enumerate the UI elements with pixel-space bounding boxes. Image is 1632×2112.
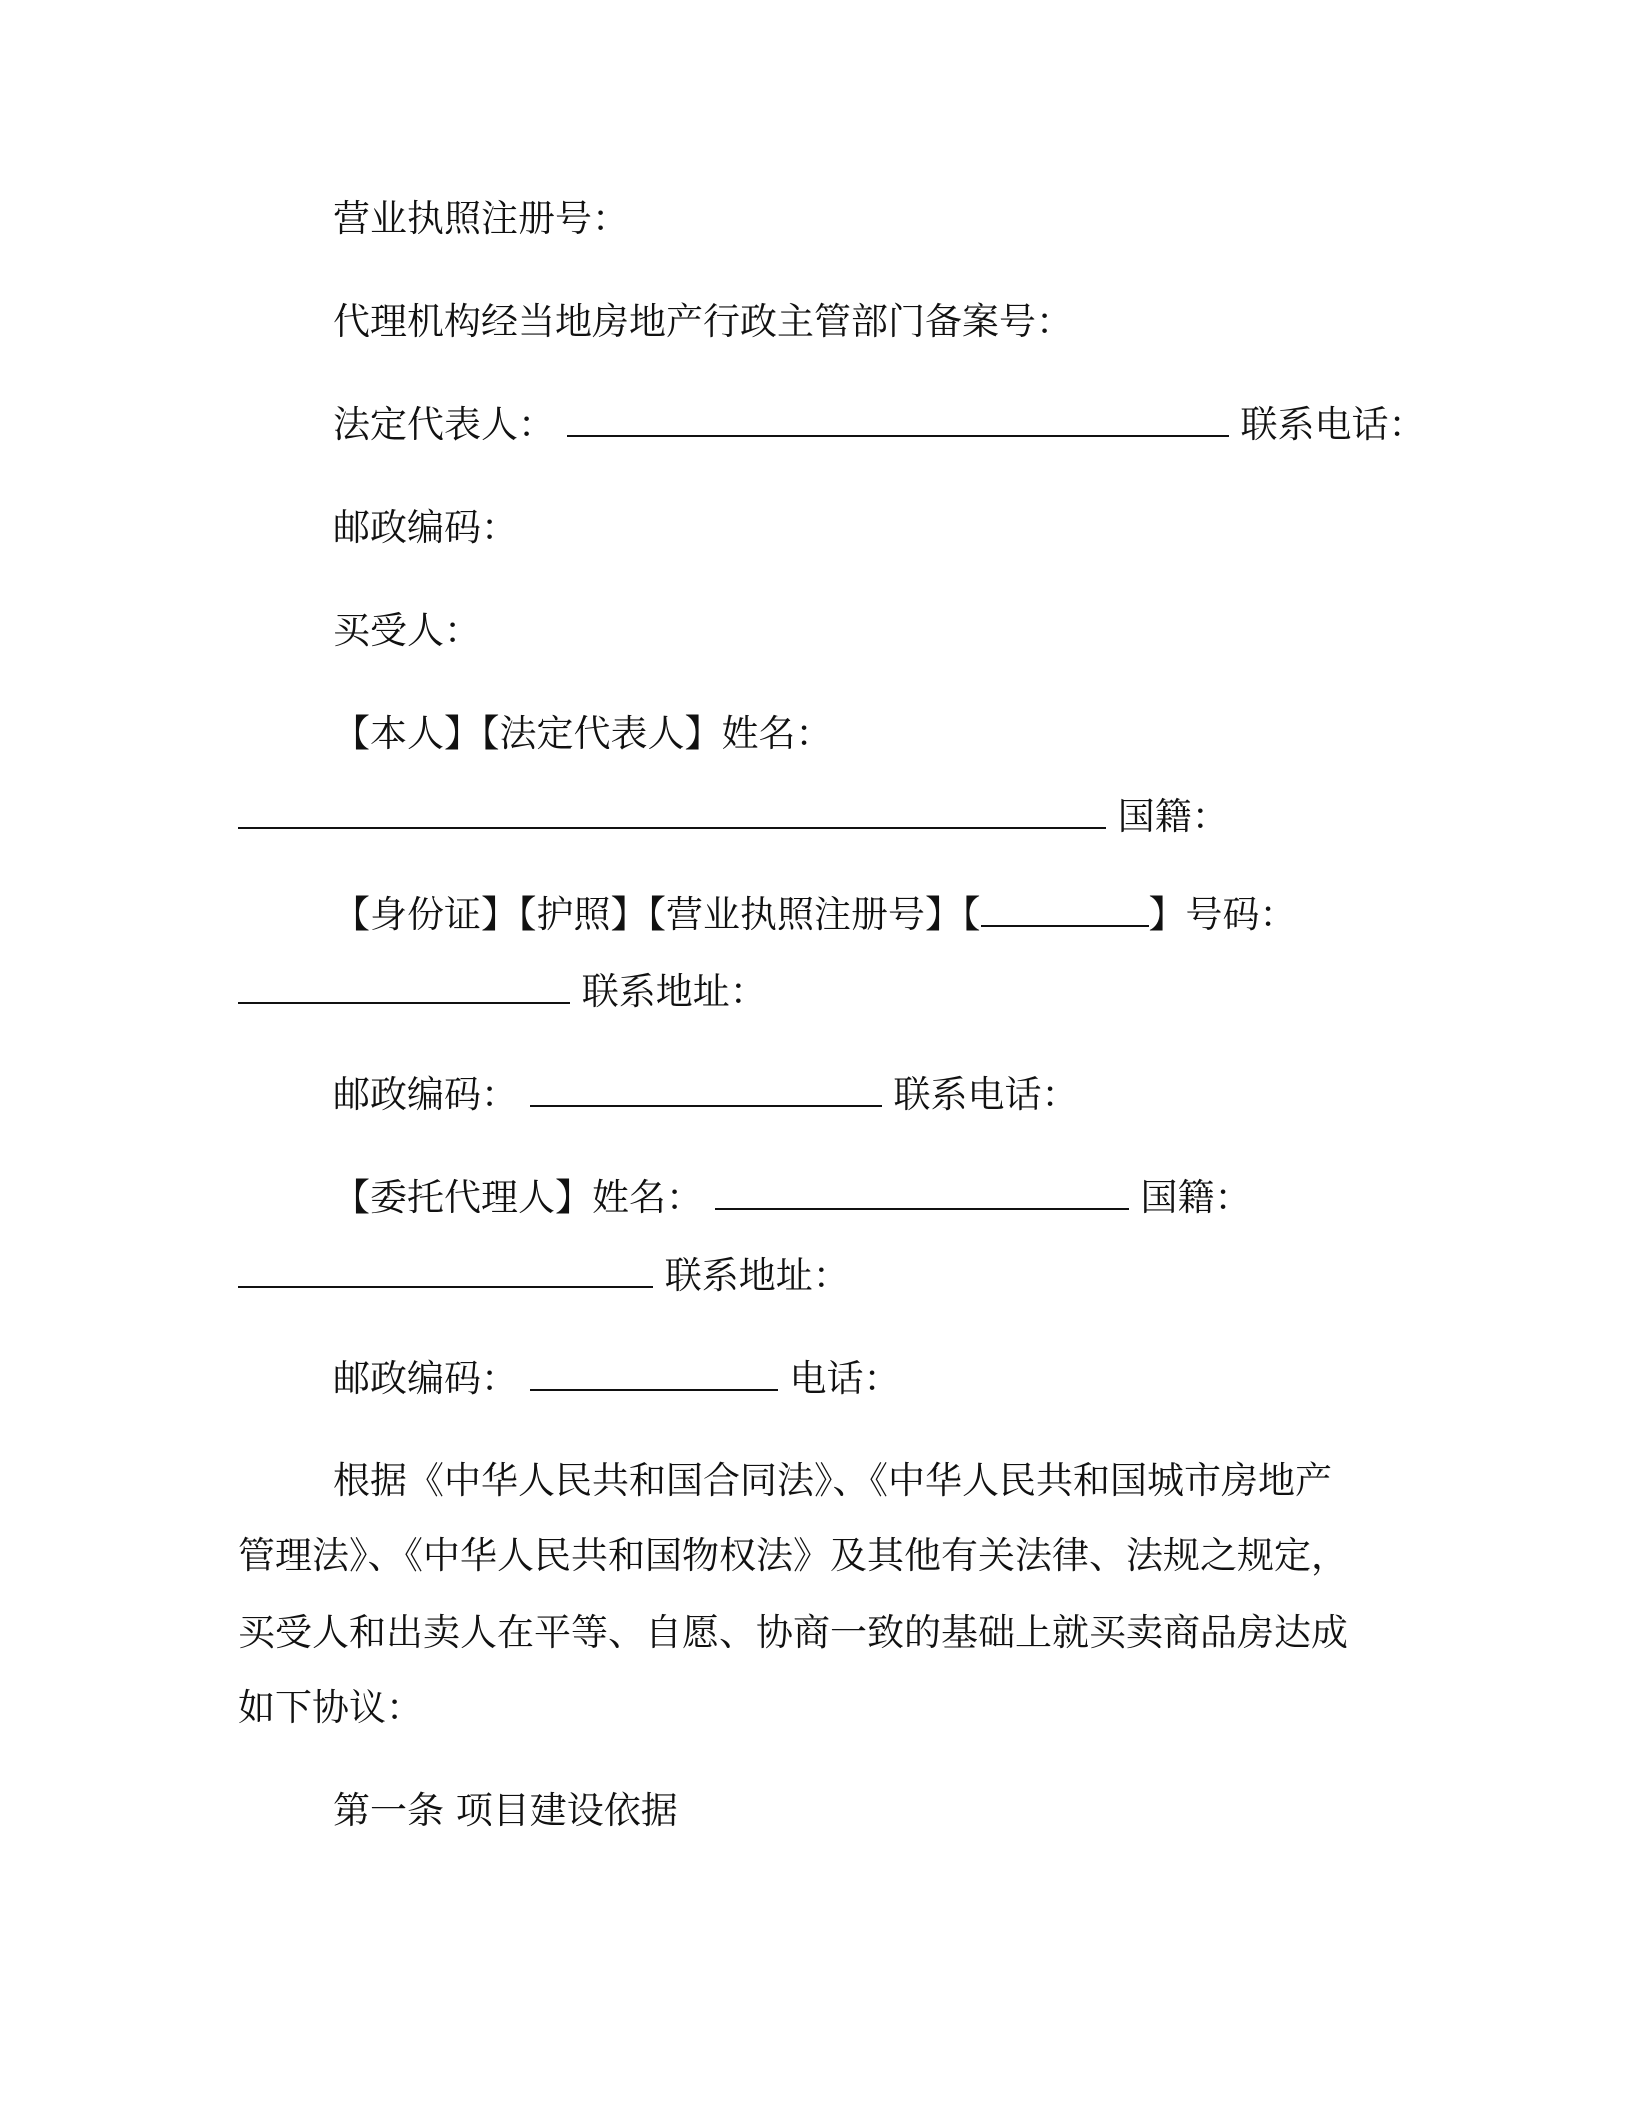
postal-code-label-2: 邮政编码： — [333, 1073, 518, 1116]
business-license-label: 营业执照注册号： — [333, 197, 629, 240]
postal-code-line-1 — [333, 504, 518, 552]
agent-phone-label: 电话： — [789, 1357, 901, 1400]
legal-rep-label: 法定代表人： — [333, 403, 555, 446]
postal-code-line-3 — [333, 1355, 901, 1403]
legal-rep-blank[interactable] — [567, 405, 1229, 437]
buyer-address-label: 联系地址： — [581, 970, 767, 1013]
agent-nationality-label: 国籍： — [1140, 1176, 1252, 1219]
id-number-blank[interactable] — [238, 972, 570, 1004]
preamble-text-3: 买受人和出卖人在平等、自愿、协商一致的基础上就买卖商品房达成 — [238, 1611, 1348, 1654]
buyer-nationality-label: 国籍： — [1117, 795, 1229, 838]
id-type-label-b: 】号码： — [1148, 893, 1297, 936]
buyer-label: 买受人： — [333, 609, 481, 652]
preamble-text-1: 根据《中华人民共和国合同法》、《中华人民共和国城市房地产 — [333, 1459, 1332, 1502]
agency-record-label: 代理机构经当地房地产行政主管部门备案号： — [333, 300, 1073, 343]
buyer-phone-label: 联系电话： — [893, 1073, 1079, 1116]
postal-code-line-2 — [333, 1071, 1079, 1119]
preamble-text-2: 管理法》、《中华人民共和国物权法》及其他有关法律、法规之规定， — [238, 1534, 1348, 1577]
agent-address-line — [238, 1252, 850, 1300]
preamble-text-4: 如下协议： — [238, 1686, 423, 1729]
buyer-address-line — [238, 968, 767, 1016]
business-license-line — [333, 195, 629, 243]
agent-name-blank[interactable] — [715, 1178, 1129, 1210]
buyer-name-blank[interactable] — [238, 797, 1106, 829]
agency-record-line — [333, 298, 1073, 346]
preamble-line-1 — [333, 1457, 1332, 1505]
preamble-line-3 — [238, 1609, 1348, 1657]
article-1-heading — [333, 1787, 678, 1835]
buyer-name-label: 【本人】【法定代表人】姓名： — [333, 712, 833, 755]
legal-rep-line — [333, 401, 1426, 449]
buyer-nationality-line — [238, 793, 1229, 841]
buyer-line — [333, 607, 481, 655]
agent-name-line — [333, 1174, 1252, 1222]
preamble-line-4 — [238, 1684, 423, 1732]
article-1-title: 第一条 项目建设依据 — [333, 1789, 678, 1832]
agent-nationality-blank[interactable] — [238, 1256, 653, 1288]
buyer-name-line — [333, 710, 833, 758]
id-type-line — [333, 891, 1297, 939]
id-type-other-blank[interactable] — [981, 895, 1149, 927]
agent-address-label: 联系地址： — [664, 1254, 850, 1297]
agent-name-label: 【委托代理人】姓名： — [333, 1176, 703, 1219]
postal-code-label-1: 邮政编码： — [333, 506, 518, 549]
postal-code-blank-2[interactable] — [530, 1075, 882, 1107]
legal-rep-phone-label: 联系电话： — [1240, 403, 1426, 446]
id-type-label-a: 【身份证】【护照】【营业执照注册号】【 — [333, 893, 981, 936]
preamble-line-2 — [238, 1532, 1348, 1580]
postal-code-blank-3[interactable] — [530, 1359, 778, 1391]
postal-code-label-3: 邮政编码： — [333, 1357, 518, 1400]
